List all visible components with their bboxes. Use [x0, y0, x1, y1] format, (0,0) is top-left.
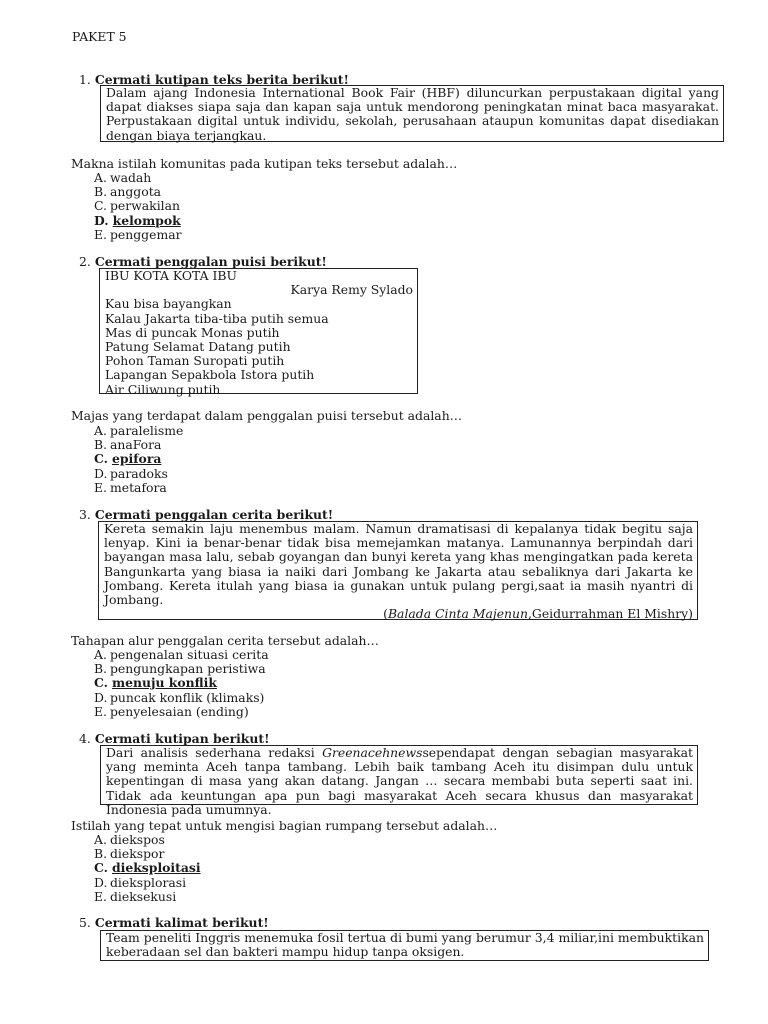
question-number: 4. — [79, 731, 91, 746]
option-letter: C. — [94, 675, 108, 691]
option-b[interactable] — [94, 438, 183, 452]
question-title-text: Cermati penggalan puisi berikut! — [94, 254, 327, 269]
option-text: dieksplorasi — [110, 874, 187, 890]
passage-text: Team peneliti Inggris menemuka fosil tertua di bumi yang berumur 3,4 miliar,ini membuktikan keberadaan sel dan bakteri mampu hidup tanpa oksigen. — [106, 930, 704, 960]
option-c-correct[interactable] — [94, 676, 269, 690]
option-text: penyelesaian (ending) — [110, 703, 249, 719]
question-number: 5. — [79, 915, 91, 930]
answer-options — [94, 833, 201, 904]
option-c-correct[interactable] — [94, 861, 201, 875]
option-letter: D. — [94, 689, 108, 705]
option-text: penggemar — [110, 226, 182, 242]
option-text: pengungkapan peristiwa — [110, 661, 266, 677]
option-e[interactable] — [94, 481, 183, 495]
option-text: paralelisme — [110, 423, 184, 438]
question-number: 1. — [79, 72, 91, 87]
option-letter: B. — [94, 437, 108, 453]
option-e[interactable] — [94, 705, 269, 719]
passage-text — [106, 746, 693, 817]
option-letter: E. — [94, 226, 107, 242]
option-text: anggota — [110, 184, 162, 200]
poem-line: Mas di puncak Monas putih — [105, 324, 280, 340]
option-text: dieksploitasi — [111, 860, 201, 876]
question-text: Tahapan alur penggalan cerita tersebut adalah… — [71, 633, 379, 648]
passage-source — [104, 607, 693, 621]
source-title: Balada Cinta Majenun — [387, 606, 528, 622]
option-letter: A. — [94, 423, 107, 438]
option-letter: D. — [94, 465, 108, 481]
answer-options — [94, 648, 269, 719]
option-letter: A. — [94, 170, 107, 185]
option-d-correct[interactable] — [94, 214, 182, 228]
option-e[interactable] — [94, 890, 201, 904]
poem-box — [99, 268, 418, 397]
source-open: ( — [383, 606, 388, 622]
option-d[interactable] — [94, 691, 269, 705]
poem-title: IBU KOTA KOTA IBU — [105, 268, 237, 283]
option-d[interactable] — [94, 467, 183, 481]
option-letter: D. — [94, 874, 108, 890]
option-a[interactable] — [94, 833, 201, 847]
option-letter: E. — [94, 479, 107, 495]
option-b[interactable] — [94, 662, 269, 676]
passage-rest: sependapat dengan sebagian masyarakat yang meminta Aceh tanpa tambang. Lebih baik tambang Aceh itu disimpan dulu untuk kepentingan di masa yang akan datang. Jangan … secara membabi buta seperti saat ini. Tidak ada keuntungan apa pun bagi masyarakat Aceh secara khusus dan masyarakat Indonesia pada umumnya. — [106, 745, 693, 817]
question-text: Makna istilah komunitas pada kutipan teks tersebut adalah… — [71, 156, 458, 171]
option-c-correct[interactable] — [94, 452, 183, 466]
question-title — [79, 916, 269, 930]
option-text: metafora — [110, 479, 167, 495]
option-text: dieksekusi — [110, 888, 177, 904]
poem-line: Patung Selamat Datang putih — [105, 339, 291, 355]
source-author: ,Geidurrahman El Mishry) — [527, 606, 693, 622]
page-header: PAKET 5 — [72, 29, 127, 44]
option-c[interactable] — [94, 199, 182, 213]
option-text: kelompok — [112, 212, 181, 228]
question-title-text: Cermati penggalan cerita berikut! — [94, 507, 334, 522]
option-text: wadah — [110, 170, 152, 185]
option-letter: A. — [94, 832, 107, 847]
passage-box — [100, 85, 724, 142]
poem-line: Pohon Taman Suropati putih — [105, 353, 285, 369]
option-b[interactable] — [94, 185, 182, 199]
passage-box — [98, 521, 698, 620]
passage-box — [100, 745, 698, 817]
answer-options — [94, 424, 183, 495]
option-letter: B. — [94, 846, 108, 862]
passage-box — [100, 930, 709, 961]
option-a[interactable] — [94, 171, 182, 185]
option-a[interactable] — [94, 424, 183, 438]
poem-line: Kau bisa bayangkan — [105, 296, 232, 312]
option-letter: C. — [94, 860, 108, 876]
question-number: 2. — [79, 254, 91, 269]
option-letter: D. — [94, 212, 109, 228]
question-title-text: Cermati kutipan berikut! — [94, 731, 270, 746]
answer-options — [94, 171, 182, 242]
option-d[interactable] — [94, 876, 201, 890]
poem-line: Lapangan Sepakbola Istora putih — [105, 367, 315, 383]
option-letter: E. — [94, 888, 107, 904]
question-title-text: Cermati kalimat berikut! — [94, 915, 269, 930]
option-text: pengenalan situasi cerita — [110, 647, 269, 662]
option-letter: E. — [94, 703, 107, 719]
option-text: puncak konflik (klimaks) — [110, 689, 265, 705]
poem-line: Kalau Jakarta tiba-tiba putih semua — [105, 310, 329, 326]
option-text: anaFora — [110, 437, 162, 453]
question-title-text: Cermati kutipan teks berita berikut! — [94, 72, 349, 87]
option-letter: B. — [94, 661, 108, 677]
option-text: perwakilan — [110, 198, 180, 214]
passage-text: Kereta semakin laju menembus malam. Namun dramatisasi di kepalanya tidak begitu saja lenyap. Kini ia benar-benar tidak bisa memejamkan matanya. Lamunannya berpindah dari bayangan masa lalu, sebab goyangan dan bunyi kereta yang khas mengingatkan pada kereta Bangunkarta yang biasa ia naiki dari Jombang ke Jakarta atau sebaliknya dari Jakarta ke Jombang. Kereta itulah yang biasa ia gunakan untuk pulang pergi,saat ia masih nyantri di Jombang. — [104, 521, 693, 608]
option-e[interactable] — [94, 228, 182, 242]
option-letter: C. — [94, 198, 107, 214]
passage-text: Dalam ajang Indonesia International Book Fair (HBF) diluncurkan perpustakaan digital yang dapat diakses siapa saja dan kapan saja untuk mendorong peningkatan minat baca masyarakat. Perpustakaan digital untuk individu, sekolah, perusahaan ataupun komunitas dapat disediakan dengan biaya terjangkau. — [106, 85, 719, 143]
option-text: menuju konflik — [111, 675, 217, 691]
passage-start: Dari analisis sederhana redaksi — [106, 745, 323, 760]
option-text: epifora — [111, 451, 162, 467]
option-letter: A. — [94, 647, 107, 662]
option-text: paradoks — [110, 465, 168, 481]
question-number: 3. — [79, 507, 91, 522]
option-text: diekspor — [110, 846, 165, 862]
option-letter: C. — [94, 451, 108, 467]
option-letter: B. — [94, 184, 108, 200]
poem-line: Air Ciliwung putih — [105, 381, 221, 397]
publication-name: Greenacehnews — [322, 745, 423, 760]
option-b[interactable] — [94, 847, 201, 861]
option-a[interactable] — [94, 648, 269, 662]
option-text: diekspos — [110, 832, 165, 847]
poem-author: Karya Remy Sylado — [290, 282, 413, 298]
question-text: Majas yang terdapat dalam penggalan puisi tersebut adalah… — [71, 408, 463, 423]
question-text: Istilah yang tepat untuk mengisi bagian rumpang tersebut adalah… — [71, 818, 498, 833]
